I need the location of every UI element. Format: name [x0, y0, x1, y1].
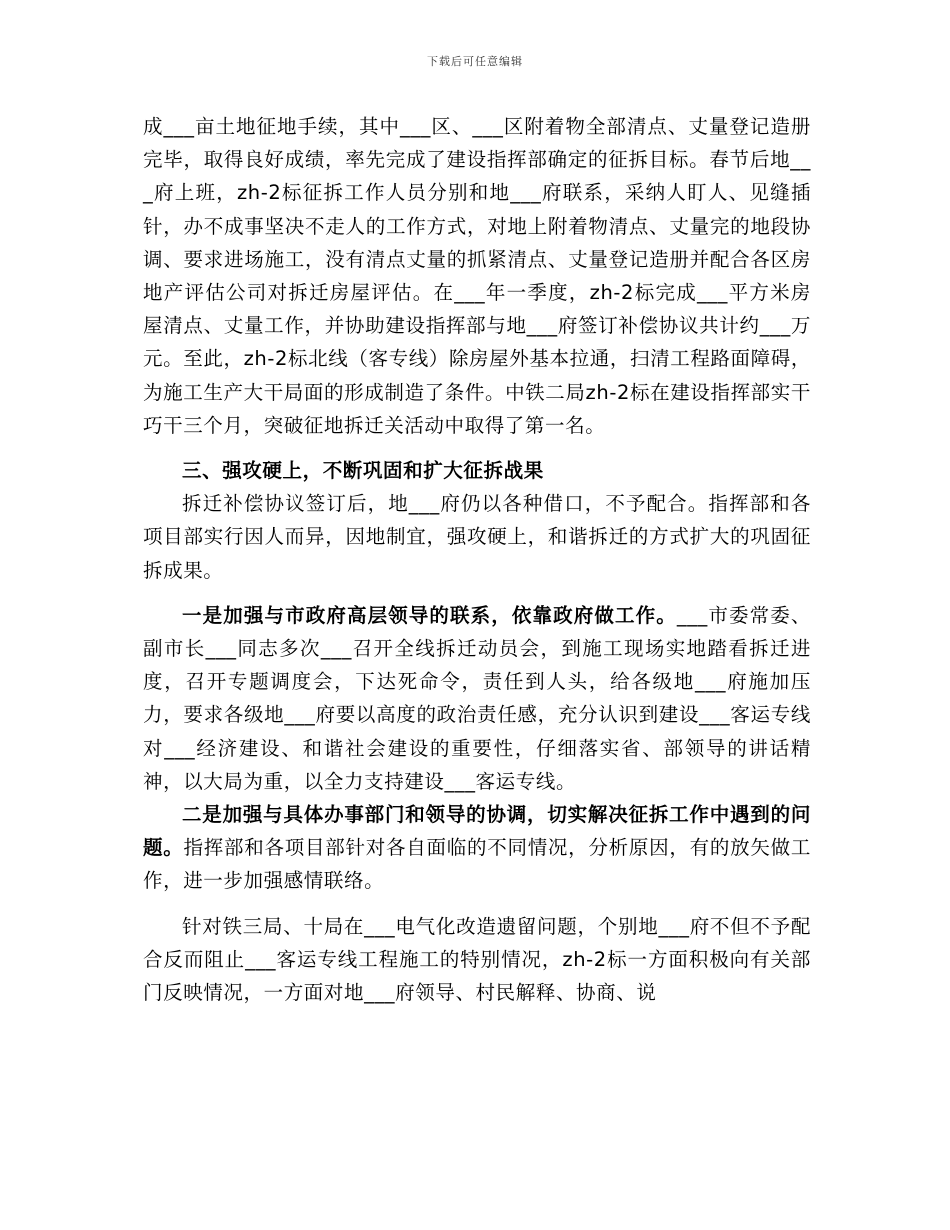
section-heading: [143, 454, 811, 487]
paragraph-4: [143, 798, 811, 898]
paragraph-4-lead: 二是加强与具体办事部门和领导的协调，切实解决征拆工作中遇到的问题。: [143, 803, 811, 860]
paragraph-3: [143, 599, 811, 798]
paragraph-1-text: 成___亩土地征地手续，其中___区、___区附着物全部清点、丈量登记造册完毕，取得良好成绩，率先完成了建设指挥部确定的征拆目标。春节后地___府上班，zh-2标征拆工作人员分别和地___府联系，采纳人盯人、见缝插针，办不成事坚决不走人的工作方式，对地上附着物清点、丈量完的地段协调、要求进场施工，没有清点丈量的抓紧清点、丈量登记造册并配合各区房地产评估公司对拆迁房屋评估。在___年一季度，zh-2标完成___平方米房屋清点、丈量工作，并协助建设指挥部与地___府签订补偿协议共计约___万元。至此，zh-2标北线（客专线）除房屋外基本拉通，扫清工程路面障碍，为施工生产大干局面的形成制造了条件。中铁二局zh-2标在建设指挥部实干巧干三个月，突破征地拆迁关活动中取得了第一名。: [143, 115, 811, 437]
page-header: 下载后可任意编辑: [427, 55, 523, 68]
section-heading-text: 三、强攻硬上，不断巩固和扩大征拆战果: [182, 459, 544, 483]
paragraph-2: [143, 487, 811, 587]
paragraph-3-lead: 一是加强与市政府高层领导的联系，依靠政府做工作。: [182, 603, 677, 627]
paragraph-4-text: 指挥部和各项目部针对各自面临的不同情况，分析原因，有的放矢做工作，进一步加强感情联络。: [143, 836, 811, 893]
paragraph-3-text: ___市委常委、副市长___同志多次___召开全线拆迁动员会，到施工现场实地踏看拆迁进度，召开专题调度会，下达死命令，责任到人头，给各级地___府施加压力，要求各级地___府要以高度的政治责任感，充分认识到建设___客运专线对___经济建设、和谐社会建设的重要性，仔细落实省、部领导的讲话精神，以大局为重，以全力支持建设___客运专线。: [143, 603, 811, 793]
paragraph-5: [143, 910, 811, 1010]
paragraph-1: [143, 110, 811, 442]
paragraph-5-text: 针对铁三局、十局在___电气化改造遗留问题，个别地___府不但不予配合反而阻止___客运专线工程施工的特别情况，zh-2标一方面积极向有关部门反映情况，一方面对地___府领导、村民解释、协商、说: [143, 914, 811, 1005]
paragraph-2-text: 拆迁补偿协议签订后，地___府仍以各种借口，不予配合。指挥部和各项目部实行因人而异，因地制宜，强攻硬上，和谐拆迁的方式扩大的巩固征拆成果。: [143, 492, 811, 582]
document-body: [143, 110, 811, 1009]
